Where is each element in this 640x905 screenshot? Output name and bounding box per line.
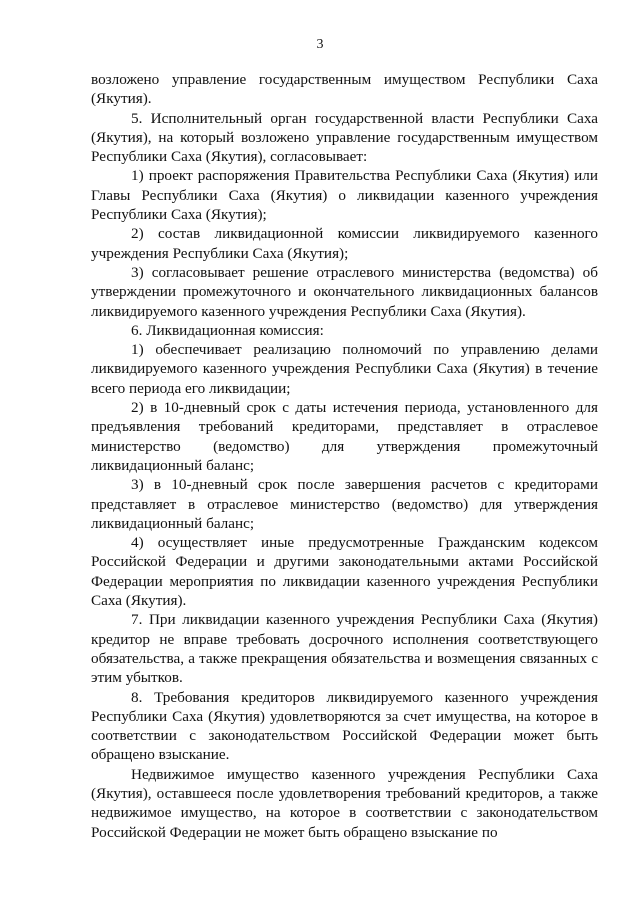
paragraph: 2) состав ликвидационной комиссии ликвидируемого казенного учреждения Республики Саха (Якутия); bbox=[91, 225, 598, 262]
document-body bbox=[91, 70, 598, 842]
paragraph: Недвижимое имущество казенного учреждения Республики Саха (Якутия), оставшееся после удовлетворения требований кредиторов, а также недвижимое имущество, на которое в соответствии с законодательством Российской Федерации не может быть обращено взыскание по bbox=[91, 765, 598, 841]
paragraph: 5. Исполнительный орган государственной власти Республики Саха (Якутия), на который возложено управление государственным имуществом Республики Саха (Якутия), согласовывает: bbox=[91, 109, 598, 166]
paragraph: 4) осуществляет иные предусмотренные Гражданским кодексом Российской Федерации и другими законодательными актами Российской Федерации мероприятия по ликвидации казенного учреждения Республики Саха (Якутия). bbox=[91, 534, 598, 610]
paragraph: 6. Ликвидационная комиссия: bbox=[131, 321, 324, 339]
paragraph: 1) обеспечивает реализацию полномочий по управлению делами ликвидируемого казенного учреждения Республики Саха (Якутия) в течение всего периода его ликвидации; bbox=[91, 341, 598, 397]
paragraph: 3) согласовывает решение отраслевого министерства (ведомства) об утверждении промежуточного и окончательного ликвидационных балансов ликвидируемого казенного учреждения Республики Саха (Якутия). bbox=[91, 263, 598, 320]
paragraph: возложено управление государственным имуществом Республики Саха (Якутия). bbox=[91, 71, 598, 108]
paragraph: 8. Требования кредиторов ликвидируемого казенного учреждения Республики Саха (Якутия) удовлетворяются за счет имущества, на которое в соответствии с законодательством Российской Федерации может быть обращено взыскание. bbox=[91, 688, 598, 764]
page-number: 3 bbox=[316, 37, 324, 52]
paragraph: 3) в 10-дневный срок после завершения расчетов с кредиторами представляет в отраслевое министерство (ведомство) для утверждения ликвидационный баланс; bbox=[91, 476, 598, 532]
paragraph: 7. При ликвидации казенного учреждения Республики Саха (Якутия) кредитор не вправе требовать досрочного исполнения соответствующего обязательства, а также прекращения обязательства и возмещения связанных с этим убытков. bbox=[91, 611, 598, 687]
paragraph: 1) проект распоряжения Правительства Республики Саха (Якутия) или Главы Республики Саха (Якутия) о ликвидации казенного учреждения Республики Саха (Якутия); bbox=[91, 167, 598, 224]
paragraph: 2) в 10-дневный срок с даты истечения периода, установленного для предъявления требований кредиторами, представляет в отраслевое министерство (ведомство) для утверждения промежуточный ликвидационный баланс; bbox=[91, 399, 598, 474]
